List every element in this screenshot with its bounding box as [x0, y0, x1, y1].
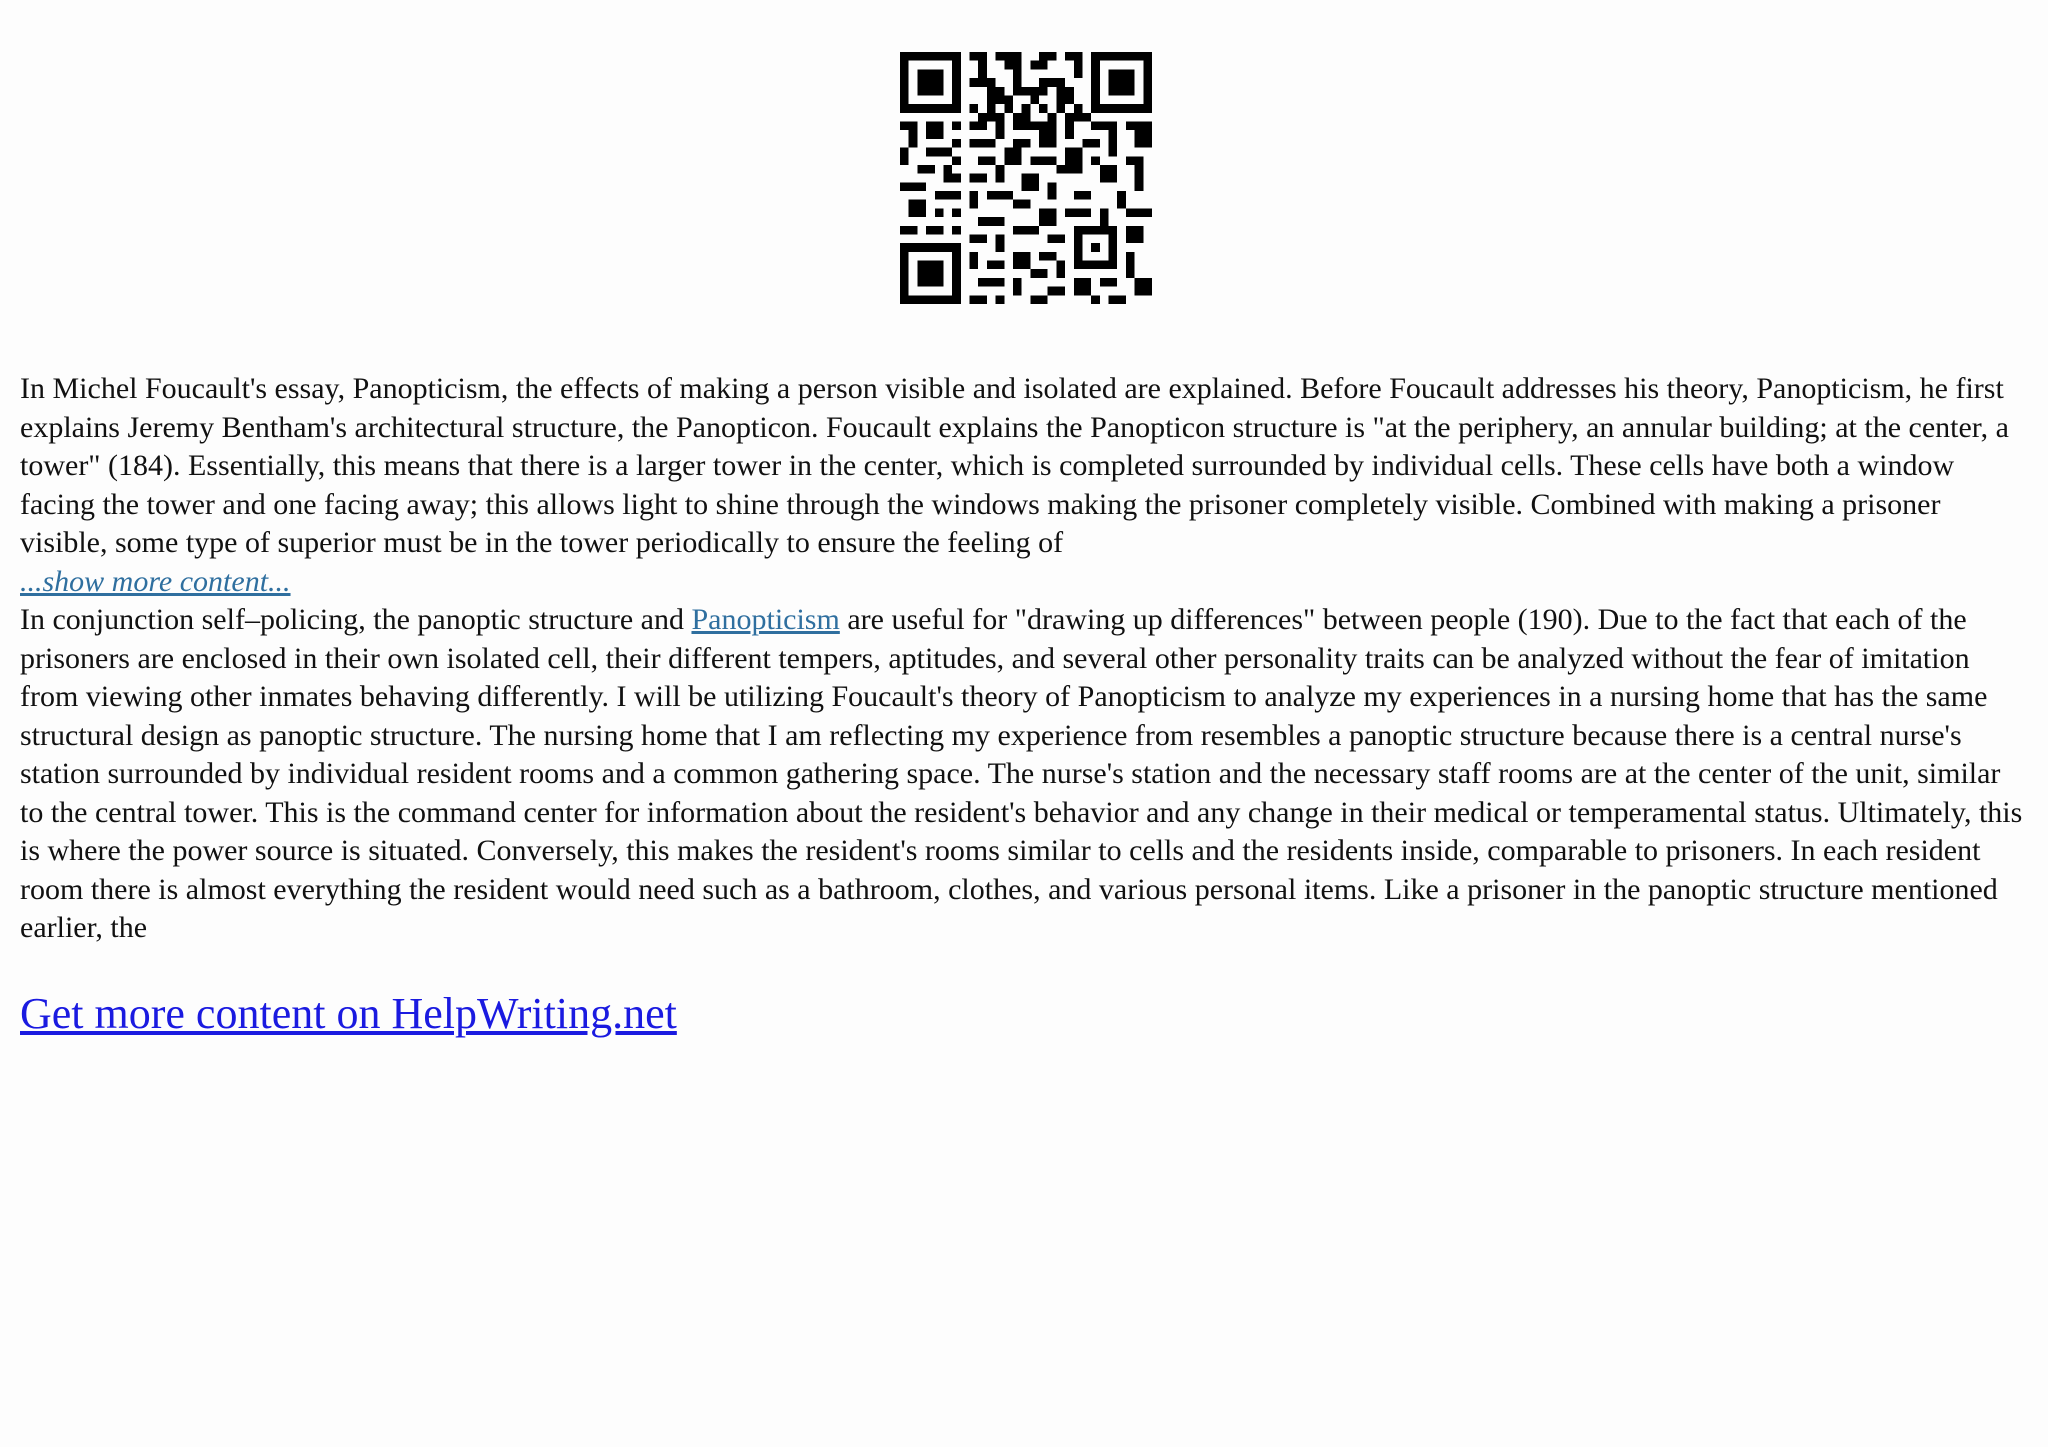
intro-paragraph: In Michel Foucault's essay, Panopticism, the effects of making a person visible and isolated are explained. Before Foucault addresses his theory, Panopticism, he first explains Jeremy Bentham's architectural structure, the Panopticon. Foucault explains the Panopticon structure is "at the periphery, an annular building; at the center, a tower" (184). Essentially, this means that there is a larger tower in the center, which is completed surrounded by individual cells. These cells have both a window facing the tower and one facing away; this allows light to shine through the windows making the prisoner completely visible. Combined with making a prisoner visible, some type of superior must be in the tower periodically to ensure the feeling of — [20, 372, 2009, 559]
show-more-link[interactable]: ...show more content... — [20, 564, 291, 598]
essay-excerpt — [20, 370, 2030, 948]
panopticism-link[interactable]: Panopticism — [691, 603, 840, 636]
get-more-content-link[interactable]: Get more content on HelpWriting.net — [20, 989, 677, 1038]
body-text-end: are useful for "drawing up differences" between people (190). Due to the fact that each of the prisoners are enclosed in their own isolated cell, their different tempers, aptitudes, and several other personality traits can be analyzed without the fear of imitation from viewing other inmates behaving differently. I will be utilizing Foucault's theory of Panopticism to analyze my experiences in a nursing home that has the same structural design as panoptic structure. The nursing home that I am reflecting my experience from resembles a panoptic structure because there is a central nurse's station surrounded by individual resident rooms and a common gathering space. The nurse's station and the necessary staff rooms are at the center of the unit, similar to the central tower. This is the command center for information about the resident's behavior and any change in their medical or temperamental status. Ultimately, this is where the power source is situated. Conversely, this makes the resident's rooms similar to cells and the residents inside, comparable to prisoners. In each resident room there is almost everything the resident would need such as a bathroom, clothes, and various personal items. Like a prisoner in the panoptic structure mentioned earlier, the — [20, 603, 2023, 944]
body-text-start: In conjunction self–policing, the panoptic structure and — [20, 603, 692, 636]
qr-code-icon — [900, 52, 1152, 304]
body-paragraph — [20, 601, 2030, 948]
